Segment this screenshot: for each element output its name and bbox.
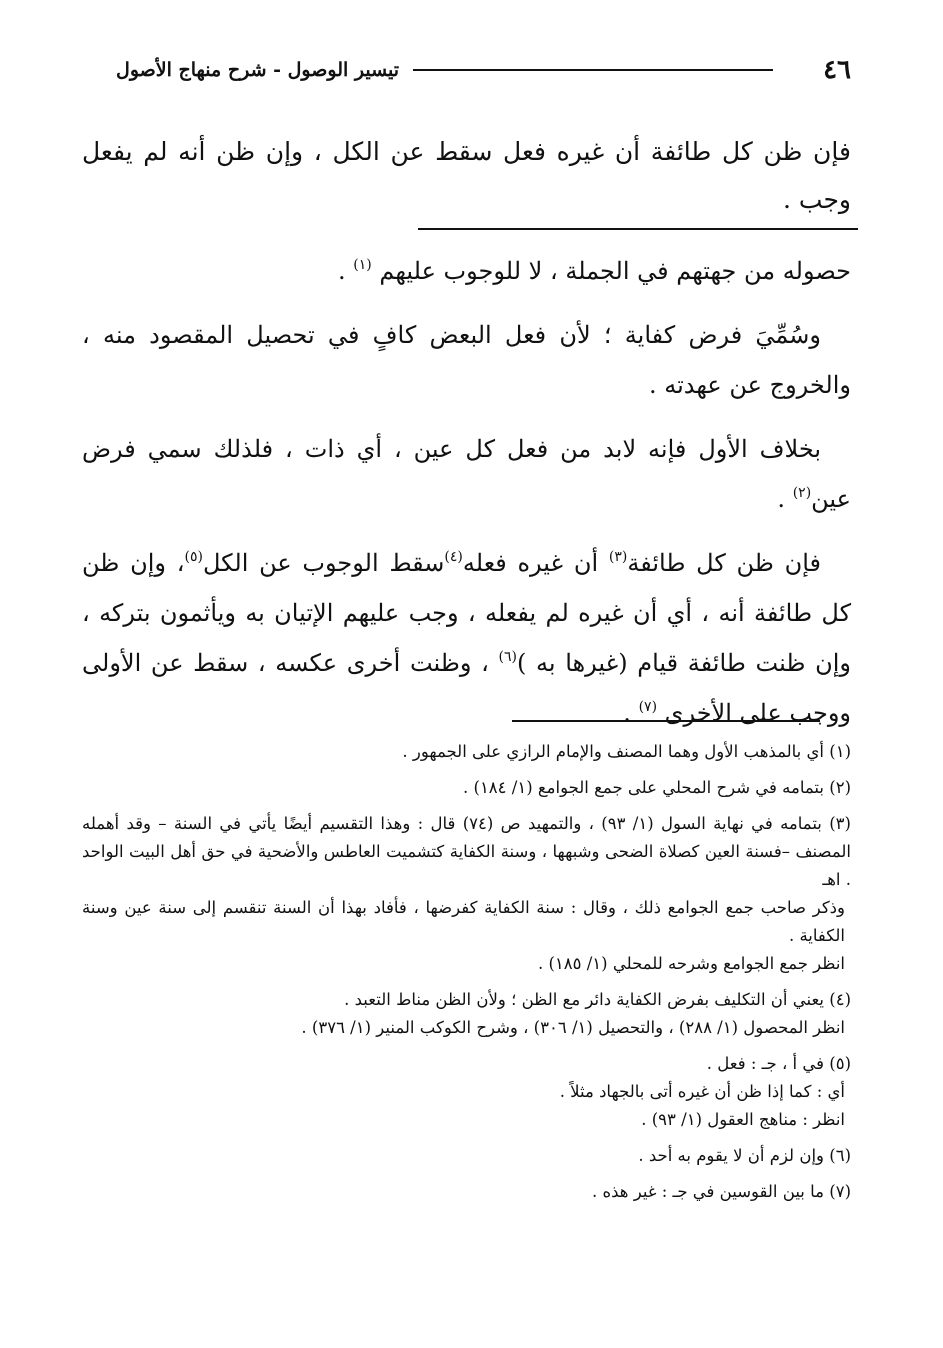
footnote-7: (٧) ما بين القوسين في جـ : غير هذه . [592, 1182, 851, 1201]
matn-text: فإن ظن كل طائفة أن غيره فعل سقط عن الكل ، وإن ظن أنه لم يفعل وجب . [82, 137, 851, 214]
footnote-ref-4: (٤) [444, 549, 463, 565]
footnotes-divider [512, 720, 820, 722]
footnote-2: (٢) بتمامه في شرح المحلي على جمع الجوامع (١/ ١٨٤) . [463, 778, 851, 797]
header-rule [413, 69, 773, 71]
commentary-paragraph-2: وسُمِّيَ فرض كفاية ؛ لأن فعل البعض كافٍ في تحصيل المقصود منه ، والخروج عن عهدته . [82, 321, 851, 399]
commentary-paragraph-1: حصوله من جهتهم في الجملة ، لا للوجوب عليهم $^{(١)}$ . [337, 257, 851, 285]
matn-divider [418, 228, 858, 230]
footnote-ref-1: (١) [353, 257, 372, 273]
commentary-paragraph-3: بخلاف الأول فإنه لابد من فعل كل عين ، أي ذات ، فلذلك سمي فرض عين$^{(٢)}$ . [82, 435, 851, 513]
footnote-ref-3: (٣) [608, 549, 628, 565]
page-number: ٤٦ [823, 55, 851, 85]
footnote-6: (٦) وإن لزم أن لا يقوم به أحد . [638, 1146, 851, 1165]
commentary-paragraph-4: فإن ظن كل طائفة$^{(٣)}$ أن غيره فعله$^{(٤)}$سقط الوجوب عن الكل$^{(٥)}$، وإن ظن كل طائفة أنه ، أي أن غيره لم يفعله ، وجب عليهم الإتيان به ويأثمون بتركه ، وإن ظنت طائفة قيام (غيرها به )$^{(٦)}$ ، وظنت أخرى عكسه ، سقط عن الأولى ووجب على الأخرى $^{(٧)}$ . [82, 549, 851, 727]
footnotes [82, 738, 851, 1214]
running-title: تيسير الوصول - شرح منهاج الأصول [116, 59, 400, 81]
footnote-ref-6: (٦) [498, 649, 517, 665]
commentary [82, 246, 851, 752]
footnote-ref-2: (٢) [792, 485, 812, 501]
page-header [82, 50, 851, 90]
footnote-4: (٤) يعني أن التكليف بفرض الكفاية دائر مع الظن ؛ ولأن الظن مناط التعبد . انظر المحصول (١/ ٢٨٨) ، والتحصيل (١/ ٣٠٦) ، وشرح الكوكب المنير (١/ ٣٧٦) . [301, 990, 851, 1037]
footnote-5: (٥) في أ ، جـ : فعل . أي : كما إذا ظن أن غيره أتى بالجهاد مثلاً . انظر : مناهج العقول (١/ ٩٣) . [559, 1054, 851, 1129]
footnote-1: (١) أي بالمذهب الأول وهما المصنف والإمام الرازي على الجمهور . [402, 742, 851, 761]
footnote-3: (٣) بتمامه في نهاية السول (١/ ٩٣) ، والتمهيد ص (٧٤) قال : وهذا التقسيم أيضًا يأتي في السنة – وقد أهمله المصنف –فسنة العين كصلاة الضحى وشبهها ، وسنة الكفاية كتشميت العاطس والأضحية في حق أهل البيت الواحد . اهـ وذكر صاحب جمع الجوامع ذلك ، وقال : سنة الكفاية كفرضها ، فأفاد بهذا أن السنة تنقسم إلى سنة عين وسنة الكفاية . انظر جمع الجوامع وشرحه للمحلي (١/ ١٨٥) . [82, 814, 851, 973]
footnote-ref-5: (٥) [184, 549, 203, 565]
footnote-ref-7: (٧) [638, 699, 658, 715]
